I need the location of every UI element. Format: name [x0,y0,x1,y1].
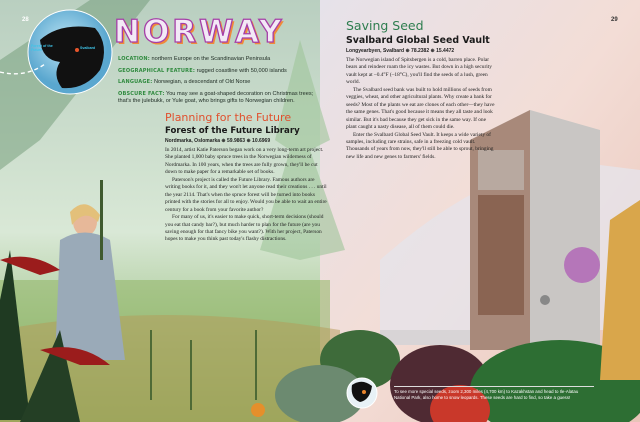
fact-location: LOCATION: northern Europe on the Scandinavian Peninsula [118,56,271,62]
article-heading: Svalbard Global Seed Vault [346,35,490,46]
country-facts [118,56,323,109]
left-article [165,111,330,244]
fact-geography: GEOGRAPHICAL FEATURE: rugged coastline with 50,000 islands [118,67,287,74]
section-title: Planning for the Future [165,111,292,124]
article-heading: Forest of the Future Library [165,126,300,136]
globe-label-forest: Forest of the Future [31,44,53,52]
coordinates: Longyearbyen, Svalbard ⊕ 78.2382 ⊕ 15.4472 [346,48,455,54]
page-number-left: 28 [22,17,29,23]
page-number-right: 29 [611,17,618,23]
section-title: Saving Seed [346,18,424,33]
country-title: NORWAY [114,14,285,50]
footnote-globe-icon [347,378,377,408]
fact-obscure: OBSCURE FACT: You may see a goat-shaped decoration on Christmas trees; that's the julebukk, or Yule goat, who brings gifts to Norwegian children. [118,90,314,104]
article-body: The Norwegian island of Spitsbergen is a cold, barren place. Polar bears and reindeer roam the icy wastes. But down in a high security vault kept at –0.4°F (–18°C), you'll find the seeds of a lush, green world. The Svalbard seed bank was built to hold millions of seeds from veggies, wheat, and other agricultural plants. Why create a bank for seeds? Most of the plants we eat are clones of each other—they have the same genes. That's good because it means they all taste and look similar. But it's bad because they get sick in the same way. If one plant caught a nasty disease, all of them could die. Enter the Svalbard Global Seed Vault. It keeps a wide variety of samples, including rare strains, safe in a freezing cold vault. Thousands of years from now, they'll still be able to sprout, bringing new life and new genes to farmers' fields. [346,57,495,160]
article-body: In 2014, artist Katie Paterson began work on a very long-term art project. She planted 1,000 baby spruce trees in the Norwegian wilderness of Nordmarka. In 100 years, when the trees are fully grown, they'll be cut down to make paper for a remarkable set of books. Paterson's project is called the Future Library. Famous authors are writing books for it, and they won't let anyone read their creations . . . until the year 2114. That's when the spruce forest will be turned into books printed with the stories for all to enjoy. Would you be able to wait an entire century for a book from your favorite author? For many of us, it's easier to make quick, short-term decisions (should you eat that candy bar?), but much harder to plan for the future (are you saving enough for that fancy bike you want?). With her project, Paterson hopes to make you think past today's flashy distractions. [165,147,327,243]
globe-label-svalbard: Svalbard [80,46,96,50]
coordinates: Nordmarka, Oslomarka ⊕ 59.9863 ⊕ 10.6969 [165,138,271,144]
fact-language: LANGUAGE: Norwegian, a descendant of Old Norse [118,79,251,86]
right-article [346,18,496,161]
footnote: To see more special seeds, zoom 2,300 miles (4,700 km) to Kazakhstan and head to Ile-Alatau National Park, also home to snow leopards. These seeds are hard to find, so take a guess! [394,386,594,401]
globe-icon [28,10,112,94]
